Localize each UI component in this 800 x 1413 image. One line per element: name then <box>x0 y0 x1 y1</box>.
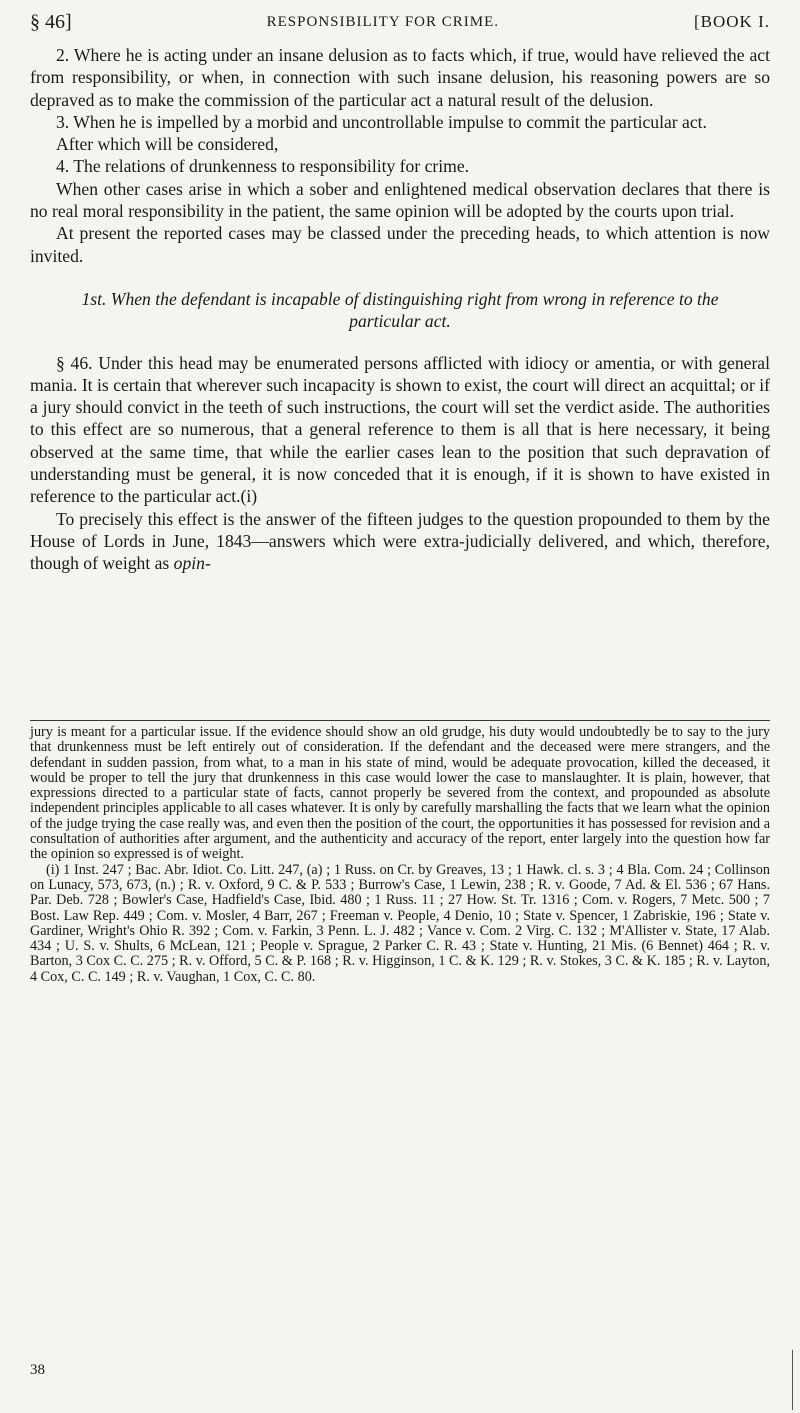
paragraph-after: After which will be considered, <box>56 134 279 155</box>
paragraph-other-cases: When other cases arise in which a sober and enlightened medical observation declares that there is no real moral responsibility in the patient, the same opinion will be adopted by the courts upon trial. <box>30 178 770 222</box>
signature-mark: 38 <box>30 1362 45 1378</box>
paragraph-2: 2. Where he is acting under an insane delusion as to facts which, if true, would have relieved the act from responsibility, or when, in connection with such insane delusion, his reasoning powers are so depraved as to make the commission of the particular act a natural result of the delusion. <box>30 45 770 110</box>
page-header <box>30 5 770 39</box>
book-label: [BOOK I. <box>694 12 770 31</box>
footnote-continued: jury is meant for a particular issue. If the evidence should show an old grudge, his duty would undoubtedly be to say to the jury that drunkenness must be left entirely out of consideration. If the defendant and the deceased were mere strangers, and the defendant in sudden passion, from what, to a man in his state of mind, would be adequate provocation, killed the deceased, it would be proper to tell the jury that drunkenness in this case would lower the case to manslaughter. It is plain, however, that expressions directed to a particular state of facts, cannot properly be severed from the context, and propounded as absolute independent principles applicable to all cases whatever. It is only by carefully marshalling the facts that we learn what the opinion of the judge trying the case really was, and even then the position of the court, the opportunities it has possessed for revision and a consultation of authorities after argument, and the authenticity and accuracy of the report, enter largely into the question how far the opinion so expressed is of weight. <box>30 724 770 863</box>
paragraph-fifteen-judges-italic: opin- <box>173 553 211 574</box>
paragraph-section-46: § 46. Under this head may be enumerated persons afflicted with idiocy or amentia, or with general mania. It is certain that wherever such incapacity is shown to exist, the court will direct an acquittal; or if a jury should convict in the teeth of such instructions, the court will set the verdict aside. The authorities to this effect are so numerous, that a general reference to them is all that is here necessary, it being observed at the same time, that while the earlier cases lean to the position that such depravation of understanding must be general, it is now conceded that it is enough, if it is shown to have existed in reference to the particular act.(i) <box>30 352 770 507</box>
subsection-heading: 1st. When the defendant is incapable of distinguishing right from wrong in reference to the particular act. <box>81 288 719 332</box>
running-title: RESPONSIBILITY FOR CRIME. <box>266 13 500 30</box>
footnotes <box>30 725 770 985</box>
footnote-i: (i) 1 Inst. 247 ; Bac. Abr. Idiot. Co. Litt. 247, (a) ; 1 Russ. on Cr. by Greaves, 13 ; 1 Hawk. cl. s. 3 ; 4 Bla. Com. 24 ; Collinson on Lunacy, 573, 673, (n.) ; R. v. Oxford, 9 C. & P. 533 ; Burrow's Case, 1 Lewin, 238 ; R. v. Goode, 7 Ad. & El. 536 ; 67 Hans. Par. Deb. 728 ; Bowler's Case, Hadfield's Case, Ibid. 480 ; 1 Russ. 11 ; 27 How. St. Tr. 1316 ; Com. v. Rogers, 7 Metc. 500 ; 7 Bost. Law Rep. 449 ; Com. v. Mosler, 4 Barr, 267 ; Freeman v. People, 4 Denio, 10 ; State v. Spencer, 1 Zabriskie, 196 ; State v. Gardiner, Wright's Ohio R. 392 ; Com. v. Farkin, 3 Penn. L. J. 482 ; Vance v. Com. 2 Virg. C. 132 ; M'Allister v. State, 17 Alab. 434 ; U. S. v. Shults, 6 McLean, 121 ; People v. Sprague, 2 Parker C. R. 43 ; State v. Hunting, 21 Mis. (6 Bennet) 464 ; R. v. Barton, 3 Cox C. C. 275 ; R. v. Offord, 5 C. & P. 168 ; R. v. Higginson, 1 C. & K. 129 ; R. v. Stokes, 3 C. & K. 185 ; R. v. Layton, 4 Cox, C. C. 149 ; R. v. Vaughan, 1 Cox, C. C. 80. <box>30 861 770 985</box>
section-number: § 46] <box>30 10 72 33</box>
paragraph-4: 4. The relations of drunkenness to responsibility for crime. <box>56 156 470 177</box>
paragraph-at-present: At present the reported cases may be classed under the preceding heads, to which attention is now invited. <box>30 223 770 266</box>
paragraph-fifteen-judges-text: To precisely this effect is the answer of the fifteen judges to the question propounded to them by the House of Lords in June, 1843—answers which were extra-judicially delivered, and which, therefore, though of weight as <box>30 508 770 574</box>
paragraph-fifteen-judges <box>30 508 770 575</box>
footnote-divider <box>30 720 770 721</box>
paragraph-3: 3. When he is impelled by a morbid and uncontrollable impulse to commit the particular act. <box>56 111 707 132</box>
page-edge-line <box>792 1350 793 1410</box>
main-text <box>30 44 770 575</box>
